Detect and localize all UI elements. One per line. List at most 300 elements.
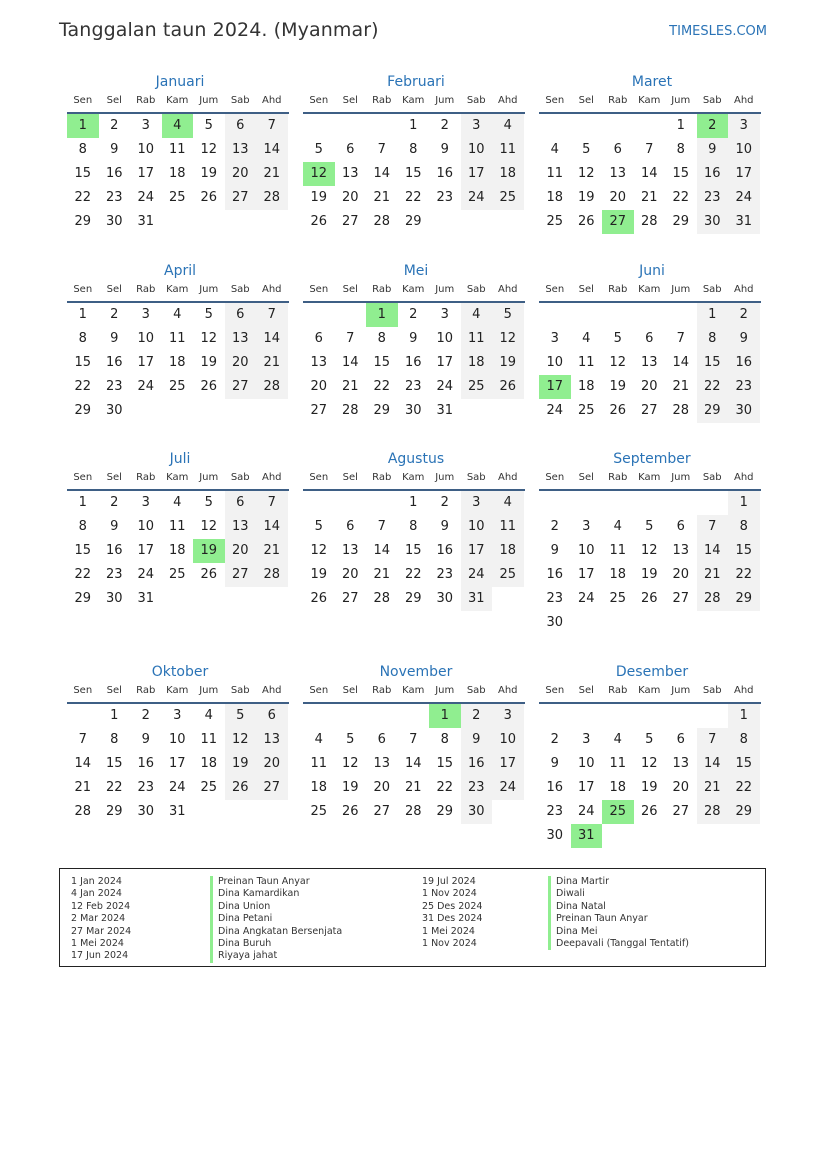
day-cell: 25 (492, 563, 524, 587)
day-cell: 3 (461, 491, 493, 515)
day-cell: 16 (436, 543, 454, 558)
day-cell: 20 (672, 567, 690, 582)
day-cell: 13 (225, 515, 257, 539)
day-cell: 18 (200, 756, 218, 771)
legend-holiday-name: Dina Natal (548, 901, 689, 913)
legend-date: 12 Feb 2024 (71, 900, 131, 912)
weekday-label: Sab (702, 284, 722, 295)
week-row (67, 162, 289, 186)
day-cell: 13 (225, 138, 257, 162)
month-title: Juni (639, 263, 665, 279)
empty-cell (571, 491, 603, 515)
legend-holiday-name: Preinan Taun Anyar (548, 913, 689, 925)
weekday-label: Sel (106, 472, 122, 483)
day-cell: 17 (728, 162, 760, 186)
day-cell: 2 (550, 732, 559, 747)
day-cell: 24 (577, 591, 595, 606)
holiday-day-cell: 1 (429, 704, 461, 728)
legend-holiday-name: Deepavali (Tanggal Tentatif) (548, 938, 689, 950)
week-row (539, 776, 761, 800)
week-row (303, 375, 525, 399)
day-cell: 14 (697, 752, 729, 776)
weekday-label: Kam (166, 95, 189, 106)
weekday-label: Sab (230, 685, 250, 696)
weekday-label: Ahd (733, 685, 754, 696)
day-cell: 10 (492, 728, 524, 752)
weekday-label: Ahd (497, 472, 518, 483)
day-cell: 22 (404, 190, 422, 205)
empty-cell (366, 114, 398, 138)
weekday-header (303, 471, 525, 491)
week-row (539, 611, 761, 635)
week-row (67, 210, 289, 234)
day-cell: 26 (310, 214, 328, 229)
day-cell: 17 (168, 756, 186, 771)
day-cell: 29 (404, 591, 422, 606)
day-cell: 27 (341, 214, 359, 229)
day-cell: 27 (341, 591, 359, 606)
week-row (539, 138, 761, 162)
day-cell: 31 (137, 591, 155, 606)
day-cell: 8 (110, 732, 119, 747)
empty-cell (539, 704, 571, 728)
day-cell: 12 (200, 331, 218, 346)
legend-date: 19 Jul 2024 (422, 876, 476, 887)
empty-cell (665, 704, 697, 728)
day-cell: 6 (645, 331, 654, 346)
day-cell: 7 (697, 728, 729, 752)
day-cell: 8 (78, 142, 87, 157)
day-cell: 13 (256, 728, 288, 752)
day-cell: 5 (225, 704, 257, 728)
day-cell: 29 (728, 587, 760, 611)
day-cell: 11 (168, 142, 186, 157)
weekday-header (67, 283, 289, 303)
legend-date: 27 Mar 2024 (71, 925, 132, 937)
week-row (539, 399, 761, 423)
holiday-day-cell: 31 (571, 824, 603, 848)
empty-cell (492, 587, 524, 611)
day-cell: 7 (346, 331, 355, 346)
empty-cell (571, 704, 603, 728)
empty-cell (665, 303, 697, 327)
day-cell: 15 (728, 539, 760, 563)
day-cell: 15 (74, 166, 92, 181)
day-cell: 6 (676, 519, 685, 534)
empty-cell (602, 491, 634, 515)
day-cell: 19 (310, 190, 328, 205)
day-cell: 28 (640, 214, 658, 229)
day-cell: 7 (256, 114, 288, 138)
day-cell: 2 (141, 708, 150, 723)
day-cell: 7 (256, 491, 288, 515)
month-mei (303, 261, 525, 423)
weekday-label: Ahd (261, 472, 282, 483)
weekday-label: Sab (702, 685, 722, 696)
week-row (303, 800, 525, 824)
holiday-day-cell: 1 (67, 114, 99, 138)
empty-cell (303, 704, 335, 728)
day-cell: 18 (492, 162, 524, 186)
holiday-day-cell: 1 (366, 303, 398, 327)
empty-cell (461, 399, 493, 423)
week-row (67, 587, 289, 611)
weekday-label: Jum (671, 284, 691, 295)
day-cell: 6 (377, 732, 386, 747)
day-cell: 12 (200, 142, 218, 157)
day-cell: 19 (200, 355, 218, 370)
legend-date: 2 Mar 2024 (71, 913, 126, 925)
week-row (67, 515, 289, 539)
weekday-header (67, 471, 289, 491)
month-juli (67, 449, 289, 611)
day-cell: 8 (377, 331, 386, 346)
day-cell: 20 (672, 780, 690, 795)
empty-cell (634, 824, 666, 848)
day-cell: 27 (225, 563, 257, 587)
day-cell: 26 (200, 567, 218, 582)
day-cell: 25 (609, 591, 627, 606)
day-cell: 26 (310, 591, 328, 606)
week-row (67, 375, 289, 399)
day-cell: 6 (225, 303, 257, 327)
weekday-label: Rab (372, 284, 392, 295)
weekday-label: Jum (435, 284, 455, 295)
day-cell: 29 (373, 403, 391, 418)
holiday-day-cell: 27 (602, 210, 634, 234)
day-cell: 28 (256, 186, 288, 210)
empty-cell (571, 611, 603, 635)
weekday-header (303, 283, 525, 303)
day-cell: 22 (672, 190, 690, 205)
day-cell: 16 (105, 543, 123, 558)
legend-holiday-name: Dina Angkatan Bersenjata (210, 926, 342, 938)
day-cell: 3 (461, 114, 493, 138)
day-cell: 9 (110, 331, 119, 346)
weekday-label: Rab (136, 284, 156, 295)
day-cell: 1 (78, 307, 87, 322)
week-row (539, 327, 761, 351)
day-cell: 15 (404, 543, 422, 558)
empty-cell (366, 704, 398, 728)
empty-cell (335, 704, 367, 728)
day-cell: 15 (404, 166, 422, 181)
day-cell: 7 (697, 515, 729, 539)
day-cell: 2 (550, 519, 559, 534)
week-row (303, 587, 525, 611)
weekday-label: Ahd (497, 284, 518, 295)
day-cell: 16 (697, 162, 729, 186)
day-cell: 29 (672, 214, 690, 229)
week-row (67, 138, 289, 162)
weekday-label: Kam (402, 95, 425, 106)
weekday-label: Sen (309, 284, 329, 295)
month-november (303, 662, 525, 824)
day-cell: 13 (672, 756, 690, 771)
day-cell: 19 (341, 780, 359, 795)
week-row (303, 303, 525, 327)
day-cell: 24 (492, 776, 524, 800)
weekday-label: Sen (73, 284, 93, 295)
day-cell: 29 (74, 591, 92, 606)
day-cell: 4 (173, 495, 182, 510)
day-cell: 3 (141, 307, 150, 322)
empty-cell (634, 114, 666, 138)
weekday-label: Jum (199, 95, 219, 106)
day-cell: 20 (640, 379, 658, 394)
day-cell: 10 (577, 756, 595, 771)
day-cell: 22 (404, 567, 422, 582)
legend-holiday-name: Dina Buruh (210, 938, 342, 950)
empty-cell (335, 114, 367, 138)
day-cell: 28 (373, 591, 391, 606)
day-cell: 10 (461, 515, 493, 539)
legend-left-dates (71, 876, 131, 963)
day-cell: 22 (74, 567, 92, 582)
day-cell: 3 (440, 307, 449, 322)
weekday-label: Jum (435, 685, 455, 696)
week-row (303, 752, 525, 776)
week-row (303, 704, 525, 728)
day-cell: 21 (256, 351, 288, 375)
empty-cell (728, 824, 760, 848)
holiday-legend (59, 868, 766, 967)
legend-holiday-name: Dina Petani (210, 913, 342, 925)
brand-link[interactable]: TIMESLES.COM (669, 24, 767, 39)
week-row (67, 728, 289, 752)
day-cell: 18 (461, 351, 493, 375)
day-cell: 23 (461, 776, 493, 800)
weekday-label: Sen (545, 685, 565, 696)
day-cell: 30 (697, 210, 729, 234)
day-cell: 21 (672, 379, 690, 394)
day-cell: 23 (697, 186, 729, 210)
day-cell: 11 (492, 515, 524, 539)
day-cell: 8 (697, 327, 729, 351)
day-cell: 2 (728, 303, 760, 327)
empty-cell (225, 587, 257, 611)
week-row (67, 539, 289, 563)
day-cell: 25 (546, 214, 564, 229)
day-cell: 18 (168, 543, 186, 558)
day-cell: 24 (436, 379, 454, 394)
day-cell: 26 (200, 190, 218, 205)
day-cell: 6 (225, 114, 257, 138)
weekday-label: Rab (372, 472, 392, 483)
weekday-label: Rab (136, 685, 156, 696)
weekday-label: Sel (106, 284, 122, 295)
week-row (303, 728, 525, 752)
day-cell: 3 (728, 114, 760, 138)
week-row (539, 491, 761, 515)
weekday-label: Ahd (497, 685, 518, 696)
day-cell: 19 (640, 567, 658, 582)
day-cell: 8 (440, 732, 449, 747)
day-cell: 12 (640, 543, 658, 558)
empty-cell (665, 611, 697, 635)
day-cell: 18 (577, 379, 595, 394)
day-cell: 1 (697, 303, 729, 327)
day-cell: 18 (492, 539, 524, 563)
day-cell: 28 (672, 403, 690, 418)
day-cell: 16 (461, 752, 493, 776)
day-cell: 21 (256, 539, 288, 563)
day-cell: 17 (492, 752, 524, 776)
day-cell: 8 (728, 728, 760, 752)
day-cell: 19 (310, 567, 328, 582)
week-row (539, 539, 761, 563)
day-cell: 21 (373, 567, 391, 582)
day-cell: 26 (640, 804, 658, 819)
day-cell: 22 (105, 780, 123, 795)
day-cell: 24 (168, 780, 186, 795)
empty-cell (162, 587, 194, 611)
week-row (67, 399, 289, 423)
day-cell: 27 (373, 804, 391, 819)
day-cell: 8 (78, 331, 87, 346)
weekday-label: Kam (402, 472, 425, 483)
day-cell: 24 (137, 379, 155, 394)
day-cell: 6 (314, 331, 323, 346)
month-title: November (379, 664, 453, 680)
day-cell: 17 (137, 355, 155, 370)
day-cell: 28 (341, 403, 359, 418)
day-cell: 15 (373, 355, 391, 370)
day-cell: 24 (461, 563, 493, 587)
day-cell: 29 (436, 804, 454, 819)
empty-cell (256, 587, 288, 611)
month-oktober (67, 662, 289, 824)
week-row (539, 515, 761, 539)
weekday-header (539, 684, 761, 704)
day-cell: 5 (204, 307, 213, 322)
week-row (67, 303, 289, 327)
day-cell: 9 (697, 138, 729, 162)
day-cell: 21 (373, 190, 391, 205)
day-cell: 30 (105, 591, 123, 606)
legend-date: 1 Jan 2024 (71, 876, 122, 887)
day-cell: 9 (550, 756, 559, 771)
empty-cell (335, 491, 367, 515)
day-cell: 21 (74, 780, 92, 795)
empty-cell (303, 491, 335, 515)
weekday-label: Kam (402, 685, 425, 696)
week-row (539, 210, 761, 234)
day-cell: 10 (577, 543, 595, 558)
day-cell: 7 (377, 142, 386, 157)
day-cell: 6 (346, 142, 355, 157)
empty-cell (193, 587, 225, 611)
day-cell: 6 (256, 704, 288, 728)
weekday-label: Sel (578, 472, 594, 483)
day-cell: 20 (256, 752, 288, 776)
day-cell: 10 (137, 331, 155, 346)
weekday-label: Sel (342, 685, 358, 696)
legend-date: 1 Nov 2024 (422, 888, 477, 900)
day-cell: 30 (137, 804, 155, 819)
month-title: Februari (387, 74, 445, 90)
day-cell: 16 (105, 355, 123, 370)
week-row (67, 752, 289, 776)
day-cell: 24 (728, 186, 760, 210)
weekday-label: Sel (342, 472, 358, 483)
weekday-label: Sab (466, 685, 486, 696)
day-cell: 13 (373, 756, 391, 771)
day-cell: 20 (225, 351, 257, 375)
day-cell: 20 (225, 162, 257, 186)
weekday-header (539, 471, 761, 491)
month-januari (67, 72, 289, 234)
empty-cell (571, 114, 603, 138)
weekday-label: Sen (309, 472, 329, 483)
day-cell: 30 (436, 591, 454, 606)
weekday-label: Sel (578, 685, 594, 696)
weekday-label: Sen (309, 95, 329, 106)
weekday-label: Rab (608, 284, 628, 295)
month-september (539, 449, 761, 635)
day-cell: 22 (74, 379, 92, 394)
week-row (539, 728, 761, 752)
day-cell: 27 (640, 403, 658, 418)
day-cell: 19 (225, 752, 257, 776)
empty-cell (539, 491, 571, 515)
empty-cell (697, 611, 729, 635)
day-cell: 17 (461, 162, 493, 186)
week-row (539, 704, 761, 728)
day-cell: 1 (110, 708, 119, 723)
day-cell: 26 (200, 379, 218, 394)
day-cell: 12 (609, 355, 627, 370)
week-row (67, 776, 289, 800)
day-cell: 25 (461, 375, 493, 399)
weekday-label: Sen (545, 284, 565, 295)
day-cell: 12 (310, 543, 328, 558)
weekday-label: Sab (466, 472, 486, 483)
day-cell: 8 (409, 519, 418, 534)
empty-cell (697, 491, 729, 515)
day-cell: 13 (310, 355, 328, 370)
day-cell: 22 (728, 563, 760, 587)
month-maret (539, 72, 761, 234)
weekday-label: Sen (73, 472, 93, 483)
week-row (303, 186, 525, 210)
week-row (303, 162, 525, 186)
day-cell: 10 (461, 138, 493, 162)
weekday-header (67, 94, 289, 114)
weekday-label: Jum (671, 95, 691, 106)
weekday-label: Rab (372, 95, 392, 106)
month-februari (303, 72, 525, 234)
day-cell: 15 (74, 355, 92, 370)
day-cell: 28 (404, 804, 422, 819)
day-cell: 9 (440, 519, 449, 534)
day-cell: 27 (672, 591, 690, 606)
day-cell: 21 (341, 379, 359, 394)
day-cell: 21 (640, 190, 658, 205)
day-cell: 21 (256, 162, 288, 186)
day-cell: 25 (168, 567, 186, 582)
empty-cell (461, 210, 493, 234)
day-cell: 15 (74, 543, 92, 558)
day-cell: 14 (256, 138, 288, 162)
empty-cell (193, 210, 225, 234)
weekday-label: Jum (199, 284, 219, 295)
holiday-day-cell: 19 (193, 539, 225, 563)
day-cell: 9 (440, 142, 449, 157)
day-cell: 10 (546, 355, 564, 370)
empty-cell (697, 704, 729, 728)
day-cell: 24 (137, 567, 155, 582)
